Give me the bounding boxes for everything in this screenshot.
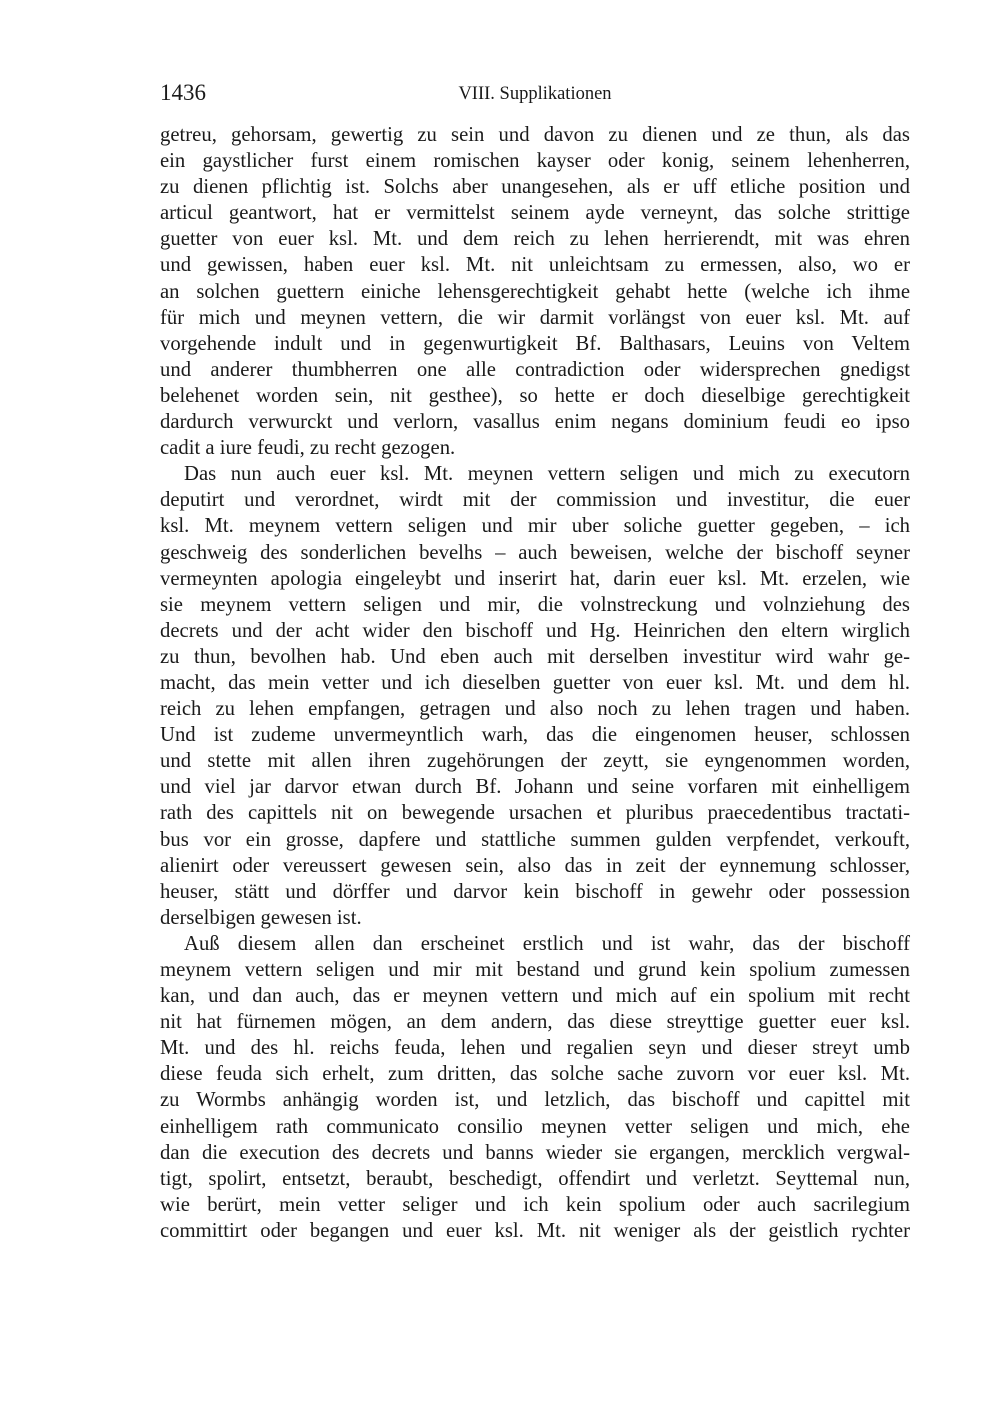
text-line: guetter von euer ksl. Mt. und dem reich zu lehen herrierendt, mit was ehren [160,228,910,251]
paragraph [160,931,910,1244]
text-line: getreu, gehorsam, gewertig zu sein und davon zu dienen und ze thun, als das [160,124,910,146]
text-line: ein gaystlicher furst einem romischen kayser oder konig, seinem lehenherren, [160,150,910,173]
text-line: ksl. Mt. meynem vettern seligen und mir uber soliche guetter gegeben, – ich [160,515,910,538]
text-line: vermeynten apologia eingeleybt und inserirt hat, darin euer ksl. Mt. erzelen, wie [160,567,910,590]
text-line: nit hat fürnemen mögen, an dem andern, das diese streyttige guetter euer ksl. [160,1011,910,1034]
text-line: cadit a iure feudi, zu recht gezogen. [160,437,456,460]
text-line: an solchen guettern einiche lehensgerechtigkeit gehabt hette (welche ich ihme [160,280,910,303]
text-line: committirt oder begangen und euer ksl. Mt. nit weniger als der geistlich rychter [160,1219,910,1242]
paragraph [160,461,910,931]
running-header [160,80,910,110]
body-text [160,122,910,1244]
text-line: decrets und der acht wider den bischoff und Hg. Heinrichen den eltern wirglich [160,619,910,642]
text-line: und stette mit allen ihren zugehörungen der zeytt, sie eyngenommen worden, [160,750,910,773]
text-line: Auß diesem allen dan erscheinet erstlich und ist wahr, das der bischoff [184,932,910,955]
text-line: reich zu lehen empfangen, getragen und also noch zu lehen tragen und haben. [160,698,910,721]
text-line: Mt. und des hl. reichs feuda, lehen und regalien seyn und dieser streyt umb [160,1037,910,1060]
text-line: wie berürt, mein vetter seliger und ich kein spolium oder auch sacrilegium [160,1193,910,1216]
paragraph [160,122,910,461]
page-number: 1436 [160,80,206,105]
text-line: zu Wormbs anhängig worden ist, und letzlich, das bischoff und capittel mit [160,1089,910,1112]
text-line: für mich und meynen vettern, die wir darmit vorlängst von euer ksl. Mt. auf [160,306,910,329]
section-title: VIII. Supplikationen [458,84,612,104]
text-line: deputirt und verordnet, wirdt mit der commission und investitur, die euer [160,489,910,512]
text-line: kan, und dan auch, das er meynen vettern und mich auf ein spolium mit recht [160,985,910,1008]
text-line: heuser, stätt und dörffer und darvor kein bischoff in gewehr oder possession [160,880,910,903]
text-line: und gewissen, haben euer ksl. Mt. nit unleichtsam zu ermessen, also, wo er [160,254,910,277]
text-line: meynem vettern seligen und mir mit bestand und grund kein spolium zumessen [160,959,910,981]
text-line: geschweig des sonderlichen bevelhs – auch beweisen, welche der bischoff seyner [160,541,910,564]
text-line: vorgehende indult und in gegenwurtigkeit Bf. Balthasars, Leuins von Veltem [160,332,910,355]
text-line: diese feuda sich erhelt, zum dritten, das solche sache zuvorn vor euer ksl. Mt. [160,1063,910,1086]
text-line: tigt, spolirt, entsetzt, beraubt, beschedigt, offendirt und verletzt. Seyttemal nun, [160,1167,910,1190]
text-line: Und ist zudeme unvermeyntlich warh, das die eingenomen heuser, schlossen [160,724,910,747]
text-line: dardurch verwurckt und verlorn, vasallus enim negans dominium feudi eo ipso [160,411,910,434]
text-line: sie meynem vettern seligen und mir, die volnstreckung und volnziehung des [160,593,910,616]
text-line: alienirt oder vereussert gewesen sein, also das in zeit der eynnemung schlosser, [160,854,910,877]
text-line: und viel jar darvor etwan durch Bf. Johann und seine vorfaren mit einhelligem [160,776,910,799]
text-line: derselbigen gewesen ist. [160,906,362,929]
text-line: und anderer thumbherren one alle contradiction oder widersprechen gnedigst [160,358,910,381]
text-line: rath des capittels nit on bewegende ursachen et pluribus praecedentibus tractati- [160,802,910,825]
text-line: Das nun auch euer ksl. Mt. meynen vettern seligen und mich zu executorn [184,463,910,486]
text-line: articul geantwort, hat er vermittelst seinem ayde verneynt, das solche strittige [160,202,910,225]
text-line: zu thun, bevolhen hab. Und eben auch mit derselben investitur wird wahr ge- [160,645,910,668]
text-line: einhelligem rath communicato consilio meynen vetter seligen und mich, ehe [160,1115,910,1138]
text-line: zu dienen pflichtig ist. Solchs aber unangesehen, als er uff etliche position und [160,176,910,199]
text-line: belehenet worden sein, nit gesthee), so hette er doch dieselbige gerechtigkeit [160,384,910,407]
text-line: macht, das mein vetter und ich dieselben guetter von euer ksl. Mt. und dem hl. [160,671,910,694]
text-line: bus vor ein grosse, dapfere und stattliche summen gulden verpfendet, verkouft, [160,828,910,851]
text-line: dan die execution des decrets und banns wieder sie ergangen, mercklich vergwal- [160,1141,910,1164]
